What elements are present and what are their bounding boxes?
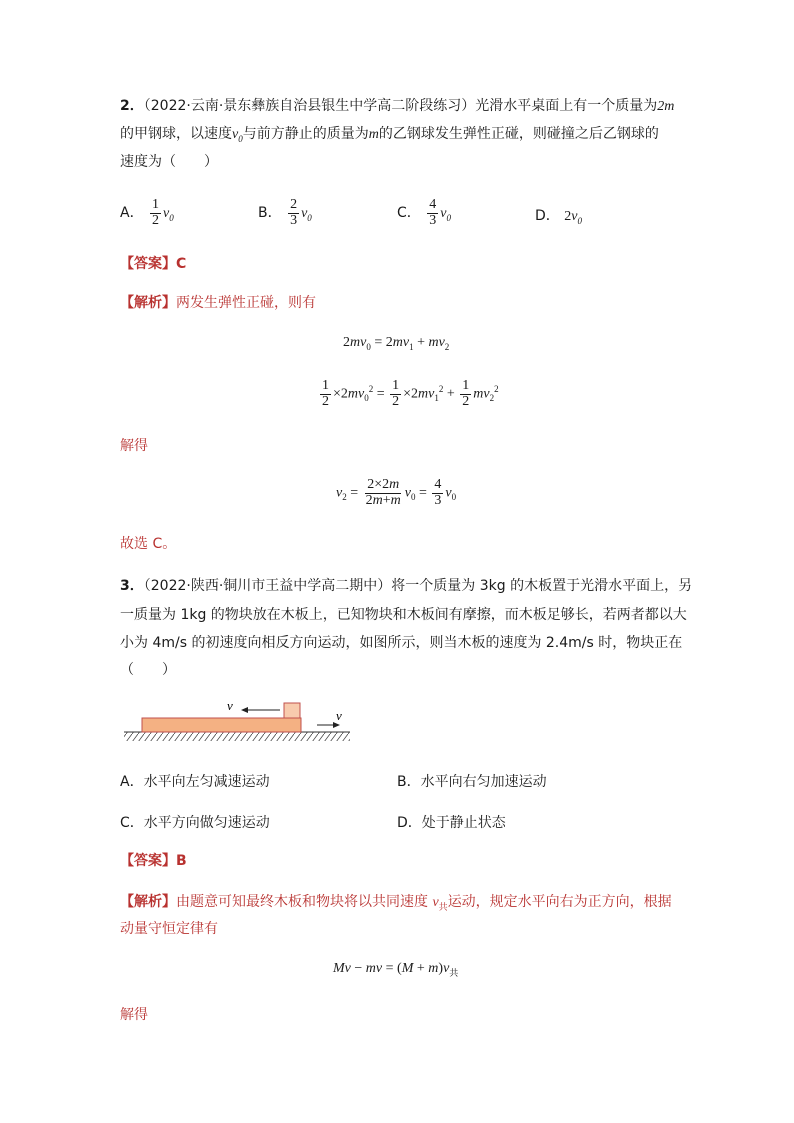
- q3-option-d[interactable]: D．处于静止状态: [397, 815, 506, 831]
- q2-option-d[interactable]: D． $2v_0$: [535, 208, 582, 226]
- q2-v0: $v_0$: [232, 127, 243, 144]
- ground-hatch: [124, 732, 350, 741]
- q2-stem-text-b: 与前方静止的质量为: [242, 126, 369, 142]
- arrow-left-head: [241, 707, 248, 713]
- q2-option-b[interactable]: B． $\frac{2}{3}$ $v_0$: [258, 197, 312, 228]
- q2-conclusion: 故选 C。: [120, 536, 177, 552]
- q2-stem-line1: [120, 96, 674, 117]
- q3-figure: [120, 694, 360, 750]
- q2-option-c[interactable]: C． $\frac{4}{3}$ $v_0$: [397, 197, 451, 228]
- q3-number: 3．: [120, 578, 144, 594]
- q3-option-b[interactable]: B．水平向右匀加速运动: [397, 774, 547, 790]
- q2-stem-text-a: 的甲钢球，以速度: [120, 126, 232, 142]
- q3-solve-label: 解得: [120, 1007, 148, 1023]
- q2-equation-result: $v_2$ = $\frac{2\times 2m}{2m+m}$ $v_0$ = $\frac{4}{3}$ $v_0$: [336, 477, 457, 508]
- q3-analysis-line1: 【解析】由题意可知最终木板和物块将以共同速度 $v_共$运动，规定水平向右为正方向，根据: [120, 894, 672, 913]
- q2-stem-text: 光滑水平桌面上有一个质量为: [475, 98, 658, 114]
- q2-mass-m: m: [368, 127, 379, 142]
- q2-option-a[interactable]: A． $\frac{1}{2}$ $v_0$: [120, 197, 174, 228]
- q3-answer: 【答案】B: [120, 853, 187, 869]
- q3-option-a[interactable]: A．水平向左匀减速运动: [120, 774, 270, 790]
- q2-answer: 【答案】C: [120, 256, 187, 272]
- q3-analysis-line2: 动量守恒定律有: [120, 921, 218, 937]
- q2-mass-2m: 2m: [657, 99, 675, 114]
- q2-analysis: 【解析】两发生弹性正碰，则有: [120, 295, 316, 311]
- q2-stem-line2: [120, 124, 659, 149]
- q2-equation-energy: $\frac{1}{2}$ $\times 2mv_0^2$ = $\frac{1}{2}$ $\times 2mv_1^2$ + $\frac{1}{2}$ $mv_2^2$: [322, 378, 499, 409]
- label-v-left: v: [227, 698, 233, 713]
- q3-stem-line1: 3．（2022·陕西·铜川市王益中学高二期中）将一个质量为 3kg 的木板置于光滑水平面上，另: [120, 578, 693, 594]
- q3-stem-line3: 小为 4m/s 的初速度向相反方向运动，如图所示，则当木板的速度为 2.4m/s 时，物块正在: [120, 635, 683, 651]
- q3-stem-line4: （ ）: [120, 662, 176, 678]
- q3-equation-momentum: Mv − mv = $(M + m)v_共$: [333, 961, 459, 978]
- block: [284, 703, 300, 718]
- q3-stem-line2: 一质量为 1kg 的物块放在木板上，已知物块和木板间有摩擦，而木板足够长，若两者都以大: [120, 607, 687, 623]
- wooden-board: [142, 718, 301, 732]
- q3-option-c[interactable]: C．水平方向做匀速运动: [120, 815, 270, 831]
- q2-number: 2．: [120, 98, 144, 114]
- q2-stem-line3: 速度为（ ）: [120, 154, 218, 170]
- q2-stem-text-c: 的乙钢球发生弹性正碰，则碰撞之后乙钢球的: [378, 126, 659, 142]
- label-v-right: v: [336, 708, 342, 723]
- q2-source: （2022·云南·景东彝族自治县银生中学高二阶段练习）: [143, 98, 476, 114]
- q2-equation-momentum: $2mv_0 = 2mv_1 + mv_2$: [343, 335, 450, 352]
- q2-solve-label: 解得: [120, 438, 148, 454]
- q3-source: （2022·陕西·铜川市王益中学高二期中）: [143, 578, 392, 594]
